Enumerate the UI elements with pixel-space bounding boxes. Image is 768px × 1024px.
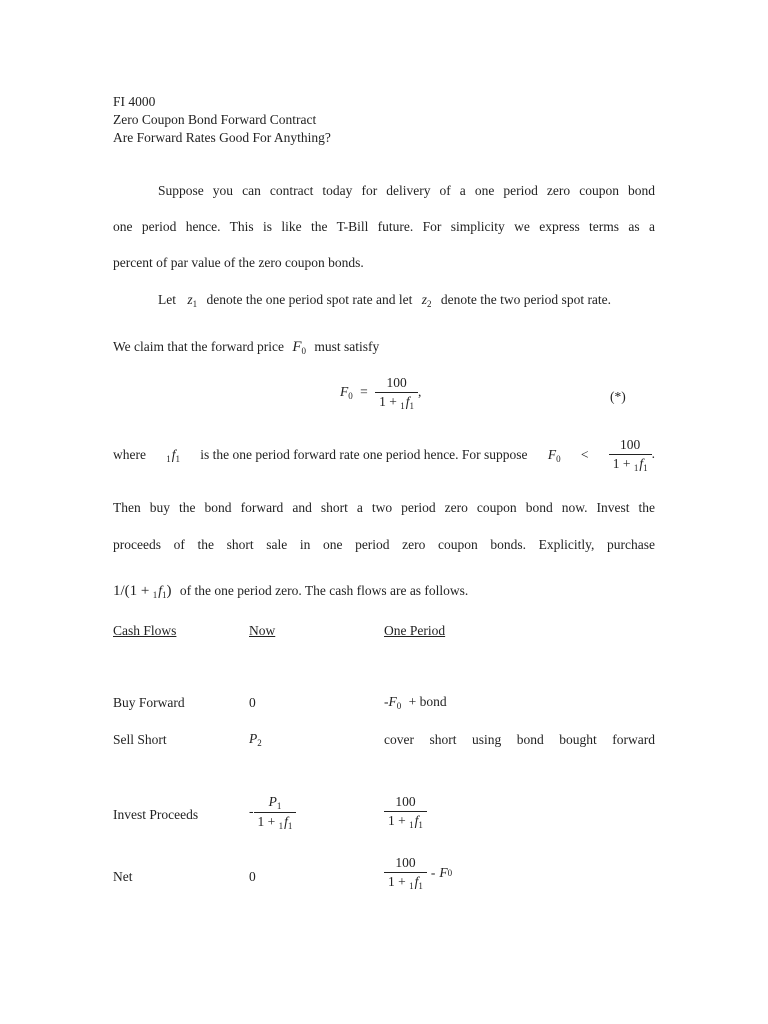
- fraction: [384, 794, 427, 830]
- subscript: 1: [418, 881, 423, 891]
- fraction: [609, 437, 652, 473]
- text: denote the two period spot rate.: [440, 292, 612, 307]
- numerator: [265, 794, 286, 812]
- denominator-text: 1 +: [379, 394, 397, 409]
- symbol-F: F: [439, 865, 448, 880]
- subscript: 1: [643, 463, 648, 473]
- text: Let: [158, 292, 176, 307]
- symbol-f: f: [171, 446, 176, 462]
- subscript: 1: [276, 801, 282, 811]
- symbol-f: f: [284, 814, 288, 829]
- text: of the one period zero. The cash flows are as follows.: [179, 583, 469, 598]
- subscript: 1: [287, 821, 293, 831]
- symbol-F: F: [547, 446, 557, 462]
- symbol-f: f: [639, 456, 644, 471]
- subscript: 1: [192, 299, 198, 309]
- document-subtitle: Are Forward Rates Good For Anything?: [113, 130, 331, 145]
- sell-short-one-period: cover short using bond bought forward: [384, 732, 655, 747]
- forward-rate-symbol: [166, 447, 180, 464]
- course-code: FI 4000: [113, 94, 156, 109]
- sell-short-now: [249, 731, 262, 748]
- symbol-f: f: [414, 813, 419, 828]
- numerator: 100: [386, 375, 407, 390]
- subscript: 0: [556, 453, 561, 464]
- left-subscript: 1: [400, 401, 405, 411]
- paragraph-line: one period hence. This is like the T-Bill future. For simplicity we express terms as a: [113, 219, 655, 234]
- symbol-z: z: [421, 292, 427, 307]
- table-header-cash-flows: Cash Flows: [113, 623, 177, 638]
- row-label-invest-proceeds: Invest Proceeds: [113, 807, 199, 822]
- denominator-text: 1 +: [612, 456, 631, 471]
- symbol-F0: [548, 447, 561, 464]
- denominator-text: 1 +: [388, 874, 406, 889]
- paragraph-line: proceeds of the short sale in one period zero coupon bonds. Explicitly, purchase: [113, 537, 655, 552]
- equals-sign: =: [360, 384, 368, 400]
- symbol-P: P: [268, 794, 277, 809]
- symbol-P: P: [249, 731, 258, 746]
- denominator: [384, 872, 427, 891]
- denominator: [254, 812, 297, 831]
- period: .: [651, 446, 655, 462]
- fraction: [254, 794, 297, 831]
- claim-line: [113, 339, 379, 356]
- symbol-f: f: [414, 874, 419, 889]
- left-subscript: 1: [278, 821, 284, 831]
- denominator: [384, 811, 427, 830]
- subscript: 1: [418, 820, 423, 830]
- text: where: [113, 447, 146, 462]
- net-now: 0: [249, 869, 256, 884]
- numerator: 100: [395, 794, 416, 809]
- left-subscript: 1: [409, 881, 414, 891]
- fraction: [384, 855, 427, 891]
- buy-forward-one-period: [384, 694, 447, 711]
- subscript: 1: [175, 453, 181, 464]
- net-one-period: [384, 855, 452, 891]
- buy-forward-now: 0: [249, 695, 256, 710]
- table-header-one-period: One Period: [384, 623, 446, 638]
- fraction-group: [609, 437, 655, 473]
- numerator: 100: [620, 437, 641, 452]
- numerator: 100: [395, 855, 416, 870]
- left-subscript: 1: [152, 590, 158, 600]
- symbol-F: F: [388, 694, 397, 709]
- left-subscript: 1: [633, 463, 639, 473]
- subscript: 2: [257, 738, 262, 748]
- paren-close: ): [166, 583, 172, 599]
- symbol-f: f: [405, 394, 410, 409]
- subscript: 2: [426, 299, 432, 309]
- comma: ,: [418, 384, 422, 400]
- minus-sign: -: [384, 694, 389, 709]
- text: must satisfy: [314, 339, 380, 354]
- row-label-buy-forward: Buy Forward: [113, 695, 185, 710]
- invest-proceeds-one-period: [384, 794, 427, 830]
- subscript: 0: [301, 346, 307, 356]
- denominator: [609, 454, 652, 473]
- paren-open: (1 +: [124, 583, 150, 599]
- paragraph-line: Then buy the bond forward and short a two period zero coupon bond now. Invest the: [113, 500, 655, 515]
- suppose-line: [113, 437, 655, 473]
- purchase-line: [113, 583, 468, 600]
- equation-label: (*): [610, 389, 626, 404]
- denominator-text: 1 +: [388, 813, 406, 828]
- denominator-text: 1 +: [257, 814, 276, 829]
- spot-rate-definition: [158, 292, 611, 309]
- denominator: [375, 392, 418, 411]
- plus-bond: + bond: [408, 694, 447, 709]
- one-over: 1/: [113, 583, 125, 599]
- symbol-F: F: [340, 384, 349, 400]
- subscript: 0: [396, 701, 402, 711]
- paragraph-line: Suppose you can contract today for delivery of a one period zero coupon bond: [158, 183, 655, 198]
- minus-sign: -: [249, 803, 254, 819]
- left-subscript: 1: [166, 453, 171, 464]
- text: We claim that the forward price: [113, 339, 284, 354]
- table-header-now: Now: [249, 623, 276, 638]
- row-label-net: Net: [113, 869, 133, 884]
- symbol-z: z: [187, 292, 193, 307]
- minus-sign: -: [430, 865, 436, 880]
- less-than: <: [580, 447, 589, 462]
- subscript: 0: [447, 868, 453, 878]
- left-subscript: 1: [409, 820, 414, 830]
- document-title: Zero Coupon Bond Forward Contract: [113, 112, 317, 127]
- fraction: [375, 375, 418, 411]
- text: denote the one period spot rate and let: [206, 292, 413, 307]
- symbol-F: F: [292, 339, 302, 355]
- subscript: 1: [409, 401, 415, 411]
- forward-price-equation: [340, 375, 421, 411]
- text: is the one period forward rate one period hence. For suppose: [200, 447, 528, 462]
- subscript: 0: [348, 391, 353, 402]
- paragraph-line: percent of par value of the zero coupon bonds.: [113, 255, 364, 270]
- row-label-sell-short: Sell Short: [113, 732, 167, 747]
- subscript: 1: [162, 590, 167, 600]
- symbol-f: f: [158, 583, 163, 598]
- invest-proceeds-now: [249, 794, 296, 831]
